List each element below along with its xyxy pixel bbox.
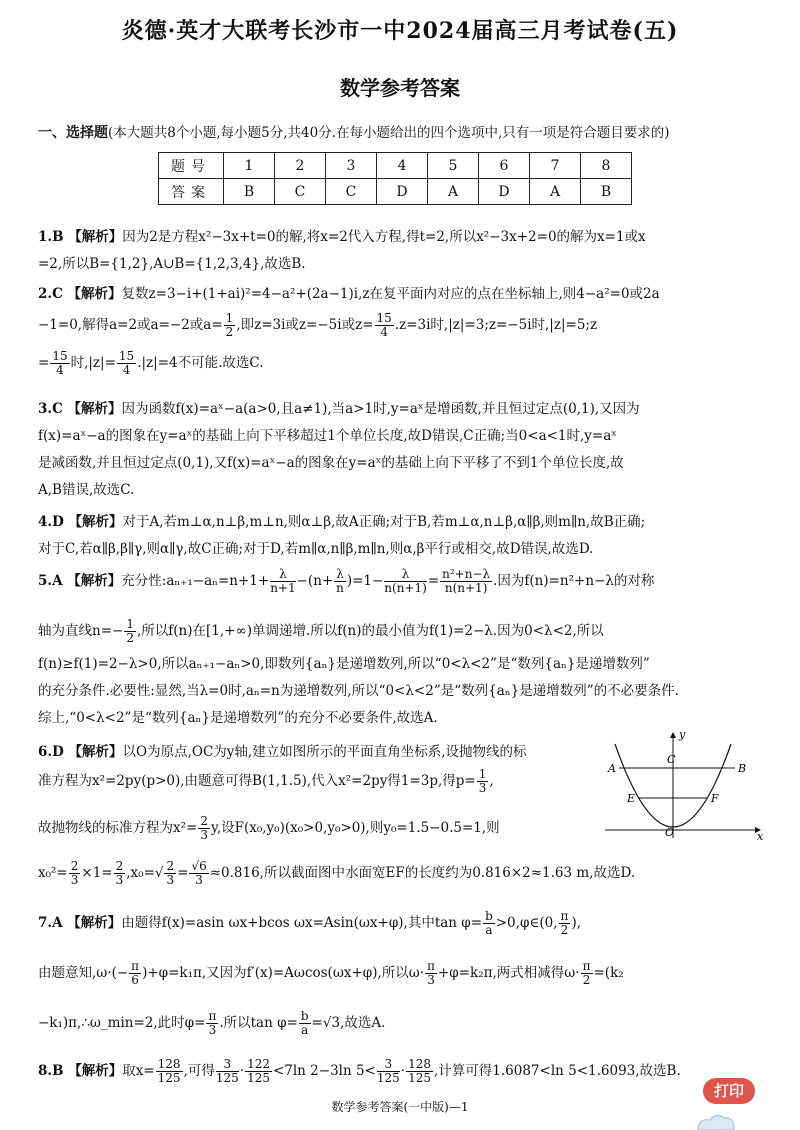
q7-text: +φ=k₂π,两式相减得ω· — [437, 965, 580, 981]
F-label: F — [711, 792, 719, 805]
answer-table — [158, 152, 632, 205]
frac-den: 3 — [70, 873, 79, 887]
q6-text: y,设F(x₀,y₀)(x₀>0,y₀>0),则y₀=1.5−0.5=1,则 — [210, 820, 500, 836]
frac-den: 3 — [208, 1023, 217, 1037]
q8-text: <7ln 2−3ln 5< — [272, 1063, 376, 1079]
frac-den: 2 — [126, 631, 134, 645]
q6-text: ≈0.816,所以截面图中水面宽EF的长度约为0.816×2≈1.63 m,故选D. — [209, 865, 636, 881]
section-title: 一、选择题 — [38, 125, 108, 141]
fraction — [50, 350, 69, 377]
q7-text: 由题得f(x)=asin ωx+bcos ωx=Asin(ωx+φ),其中tan φ= — [121, 915, 483, 931]
C-label: C — [667, 753, 676, 766]
q6-text: 准方程为x²=2py(p>0),由题意可得B(1,1.5),代入x²=2py得1=3p,得p= — [38, 773, 476, 789]
fraction — [477, 768, 489, 795]
A-label: A — [608, 762, 616, 775]
frac-den: n(n+1) — [444, 581, 488, 595]
frac-num: b — [300, 1009, 309, 1023]
fraction — [124, 618, 136, 645]
B-label: B — [738, 762, 747, 775]
q3-line-1 — [38, 397, 640, 417]
table-cell: 3 — [326, 153, 377, 179]
q6-text: 故抛物线的标准方程为x²= — [38, 820, 198, 836]
frac-num: 1 — [225, 311, 234, 325]
table-cell: 7 — [530, 153, 581, 179]
frac-den: 2 — [582, 973, 591, 987]
frac-num: 15 — [118, 349, 135, 363]
fraction — [483, 910, 495, 937]
q6-line-1 — [38, 740, 526, 760]
fraction — [156, 1058, 183, 1085]
q4-text: 对于A,若m⊥α,n⊥β,m⊥n,则α⊥β,故A正确;对于B,若m⊥α,n⊥β,α∥β,则m∥n,故B正确; — [122, 514, 646, 530]
frac-den: 125 — [215, 1071, 239, 1085]
fraction — [384, 568, 427, 595]
q5-text: 充分性:aₙ₊₁−aₙ=n+1+ — [121, 573, 270, 589]
q6-text: ,x₀=√ — [126, 865, 164, 881]
frac-den: a — [301, 1023, 309, 1037]
frac-num: 1 — [126, 617, 134, 631]
q5-text: = — [427, 573, 440, 589]
fraction — [425, 960, 437, 987]
q7-line-2 — [38, 960, 624, 987]
q1-line-2: =2,所以B={1,2},A∪B={1,2,3,4},故选B. — [38, 256, 306, 272]
q7-text: .所以tan φ= — [219, 1015, 298, 1031]
fraction — [581, 960, 593, 987]
q3-line-4: A,B错误,故选C. — [38, 482, 135, 498]
q7-text: ), — [571, 915, 581, 931]
q7-text: =√3,故选A. — [311, 1015, 386, 1031]
q5-line-1 — [38, 568, 654, 595]
q8-text: ,计算可得1.6087<ln 5<1.6093,故选B. — [433, 1063, 681, 1079]
frac-num: √6 — [191, 859, 207, 873]
table-cell: C — [326, 179, 377, 205]
q5-line-4: 的充分条件.必要性:显然,当λ=0时,aₙ=n为递增数列,所以“0<λ<2”是“数列{aₙ}是递增数列”的不必要条件. — [38, 683, 679, 699]
q3-tag: 3.C 【解析】 — [38, 401, 122, 417]
q3-line-2: f(x)=aˣ−a的图象在y=aˣ的基础上向下平移超过1个单位长度,故D错误,C正确;当0<a<1时,y=aˣ — [38, 428, 618, 444]
q2-text: −1=0,解得a=2或a=−2或a= — [38, 317, 223, 333]
q6-line-3 — [38, 815, 500, 842]
q8-line-1 — [38, 1058, 681, 1085]
fraction — [114, 860, 126, 887]
q5-tag: 5.A 【解析】 — [38, 573, 122, 589]
q2-text: = — [38, 355, 50, 371]
E-label: E — [627, 792, 636, 805]
y-axis-arrow — [670, 732, 676, 738]
fraction — [198, 815, 210, 842]
q1-line-1 — [38, 225, 646, 245]
fraction — [224, 312, 236, 339]
section-heading — [38, 121, 670, 142]
table-cell: 4 — [377, 153, 428, 179]
q6-line-2 — [38, 768, 494, 795]
frac-den: 125 — [157, 1071, 181, 1085]
frac-den: 125 — [247, 1071, 270, 1085]
q2-text: 复数z=3−i+(1+ai)²=4−a²+(2a−1)i,z在复平面内对应的点在坐标轴上,则4−a²=0或2a — [121, 286, 660, 302]
table-cell: B — [581, 179, 632, 205]
frac-num: b — [485, 909, 493, 923]
frac-den: 125 — [376, 1071, 400, 1085]
frac-den: a — [485, 923, 493, 937]
q8-text: · — [239, 1063, 245, 1079]
x-label: x — [757, 830, 764, 840]
q2-tag: 2.C 【解析】 — [38, 286, 122, 302]
q4-line-1 — [38, 510, 645, 530]
frac-num: 15 — [52, 349, 68, 363]
y-label: y — [679, 730, 686, 741]
frac-den: n(n+1) — [384, 581, 427, 595]
q2-text: 时,|z|= — [70, 355, 116, 371]
q5-text: ,所以f(n)在[1,+∞)单调递增.所以f(n)的最小值为f(1)=2−λ.因为0<λ<2,所以 — [136, 623, 604, 639]
frac-den: 3 — [200, 828, 208, 842]
table-cell: 8 — [581, 153, 632, 179]
frac-den: n+1 — [270, 581, 296, 595]
frac-den: 2 — [560, 923, 569, 937]
q7-tag: 7.A 【解析】 — [38, 915, 122, 931]
q5-text: .因为f(n)=n²+n−λ的对称 — [493, 573, 655, 589]
q7-line-3 — [38, 1010, 385, 1037]
table-cell: A — [530, 179, 581, 205]
q7-text: )+φ=k₁π,又因为f′(x)=Aωcos(ωx+φ),所以ω· — [142, 965, 425, 981]
frac-num: π — [131, 959, 140, 973]
q5-text: )=1− — [346, 573, 384, 589]
q6-text: x₀²= — [38, 865, 68, 881]
fraction — [69, 860, 81, 887]
q5-line-2 — [38, 618, 604, 645]
q6-tag: 6.D 【解析】 — [38, 744, 123, 760]
q3-line-3: 是减函数,并且恒过定点(0,1),又f(x)=aˣ−a的图象在y=aˣ的基础上向下平移了不到1个单位长度,故 — [38, 455, 624, 471]
q1-text: 因为2是方程x²−3x+t=0的解,将x=2代入方程,得t=2,所以x²−3x+2=0的解为x=1或x — [122, 229, 646, 245]
q6-text: , — [489, 773, 494, 789]
q2-line-2 — [38, 312, 597, 339]
table-cell: 5 — [428, 153, 479, 179]
question-number-label: 题号 — [159, 153, 224, 179]
answer-label: 答案 — [159, 179, 224, 205]
fraction — [299, 1010, 311, 1037]
fraction — [245, 1058, 272, 1085]
q2-text: .z=3i时,|z|=3;z=−5i时,|z|=5;z — [394, 317, 598, 333]
page-footer: 数学参考答案(一中版)—1 — [331, 1100, 469, 1114]
fraction — [334, 568, 346, 595]
O-label: O — [665, 826, 675, 839]
frac-num: 122 — [247, 1057, 270, 1071]
q7-text: −k₁)π,∴ω_min=2,此时φ= — [38, 1015, 206, 1031]
table-cell: 1 — [224, 153, 275, 179]
q7-line-1 — [38, 910, 581, 937]
fraction — [375, 312, 394, 339]
q7-text: =(k₂ — [593, 965, 624, 981]
answer-table-answer-row — [159, 179, 632, 205]
frac-den: 3 — [478, 781, 487, 795]
frac-num: 2 — [115, 859, 124, 873]
frac-num: 2 — [200, 814, 208, 828]
table-cell: D — [479, 179, 530, 205]
q6-line-4 — [38, 860, 635, 887]
frac-den: 4 — [380, 325, 388, 339]
table-cell: D — [377, 179, 428, 205]
q2-line-3 — [38, 350, 264, 377]
frac-num: 128 — [408, 1057, 431, 1071]
frac-den: 6 — [131, 973, 139, 987]
q2-line-1 — [38, 282, 660, 302]
fraction — [129, 960, 141, 987]
page-subtitle: 数学参考答案 — [340, 76, 460, 100]
fraction — [440, 568, 492, 595]
frac-den: 2 — [225, 325, 234, 339]
frac-den: 4 — [56, 363, 64, 377]
frac-num: 3 — [216, 1058, 239, 1072]
frac-den: 125 — [408, 1071, 431, 1085]
frac-num: n²+n−λ — [442, 567, 491, 581]
answer-table-header-row — [159, 153, 632, 179]
frac-den: 3 — [195, 873, 203, 887]
q5-text: 轴为直线n=− — [38, 623, 124, 639]
q8-text: ,可得 — [183, 1063, 215, 1079]
frac-den: 3 — [427, 973, 435, 987]
fraction — [164, 860, 176, 887]
q4-tag: 4.D 【解析】 — [38, 514, 123, 530]
fraction — [270, 568, 295, 595]
q5-line-3: f(n)≥f(1)=2−λ>0,所以aₙ₊₁−aₙ>0,即数列{aₙ}是递增数列,所以“0<λ<2”是“数列{aₙ}是递增数列” — [38, 656, 650, 672]
fraction — [206, 1010, 218, 1037]
table-cell: 6 — [479, 153, 530, 179]
frac-num: 15 — [376, 311, 392, 325]
frac-num: λ — [270, 568, 295, 582]
fraction — [406, 1058, 433, 1085]
table-cell: 2 — [275, 153, 326, 179]
frac-den: 3 — [115, 873, 124, 887]
section-note: (本大题共8个小题,每小题5分,共40分.在每小题给出的四个选项中,只有一项是符合题目要求的) — [108, 125, 670, 141]
fraction — [377, 1058, 400, 1085]
frac-num: 1 — [478, 767, 487, 781]
q6-text: = — [177, 865, 189, 881]
frac-num: λ — [336, 567, 344, 581]
q6-text: 以O为原点,OC为y轴,建立如图所示的平面直角坐标系,设抛物线的标 — [122, 744, 527, 760]
frac-num: π — [208, 1009, 217, 1023]
q4-line-2: 对于C,若α∥β,β∥γ,则α∥γ,故C正确;对于D,若m∥α,n∥β,m∥n,则α,β平行或相交,故D错误,故选D. — [38, 541, 594, 557]
frac-num: π — [582, 959, 591, 973]
frac-num: 2 — [70, 859, 79, 873]
q3-text: 因为函数f(x)=aˣ−a(a>0,且a≠1),当a>1时,y=aˣ是增函数,并且恒过定点(0,1),又因为 — [121, 401, 640, 417]
q8-text: · — [400, 1063, 406, 1079]
fraction — [117, 350, 136, 377]
q8-tag: 8.B 【解析】 — [38, 1063, 123, 1079]
q2-text: ,即z=3i或z=−5i或z= — [236, 317, 374, 333]
frac-num: 3 — [377, 1058, 400, 1072]
q7-text: >0,φ∈(0, — [495, 915, 558, 931]
table-cell: A — [428, 179, 479, 205]
fraction — [189, 860, 208, 887]
print-button[interactable]: 打印 — [703, 1078, 755, 1104]
frac-num: 2 — [166, 859, 175, 873]
q8-text: 取x= — [122, 1063, 155, 1079]
fraction — [216, 1058, 239, 1085]
q5-text: −(n+ — [296, 573, 334, 589]
page-title: 炎德·英才大联考长沙市一中2024届高三月考试卷(五) — [121, 18, 679, 44]
q7-text: 由题意知,ω·(− — [38, 965, 129, 981]
fraction — [559, 910, 571, 937]
frac-den: n — [336, 581, 344, 595]
frac-den: 4 — [122, 363, 131, 377]
table-cell: B — [224, 179, 275, 205]
frac-num: λ — [384, 568, 427, 582]
q6-text: ×1= — [81, 865, 113, 881]
frac-num: π — [560, 909, 569, 923]
parabola-figure — [605, 730, 765, 840]
q1-tag: 1.B 【解析】 — [38, 229, 123, 245]
frac-num: π — [427, 959, 435, 973]
frac-den: 3 — [166, 873, 175, 887]
frac-num: 128 — [157, 1057, 181, 1071]
table-cell: C — [275, 179, 326, 205]
q2-text: .|z|=4不可能.故选C. — [137, 355, 264, 371]
cloud-icon — [690, 1112, 740, 1130]
q5-line-5: 综上,“0<λ<2”是“数列{aₙ}是递增数列”的充分不必要条件,故选A. — [38, 710, 438, 726]
